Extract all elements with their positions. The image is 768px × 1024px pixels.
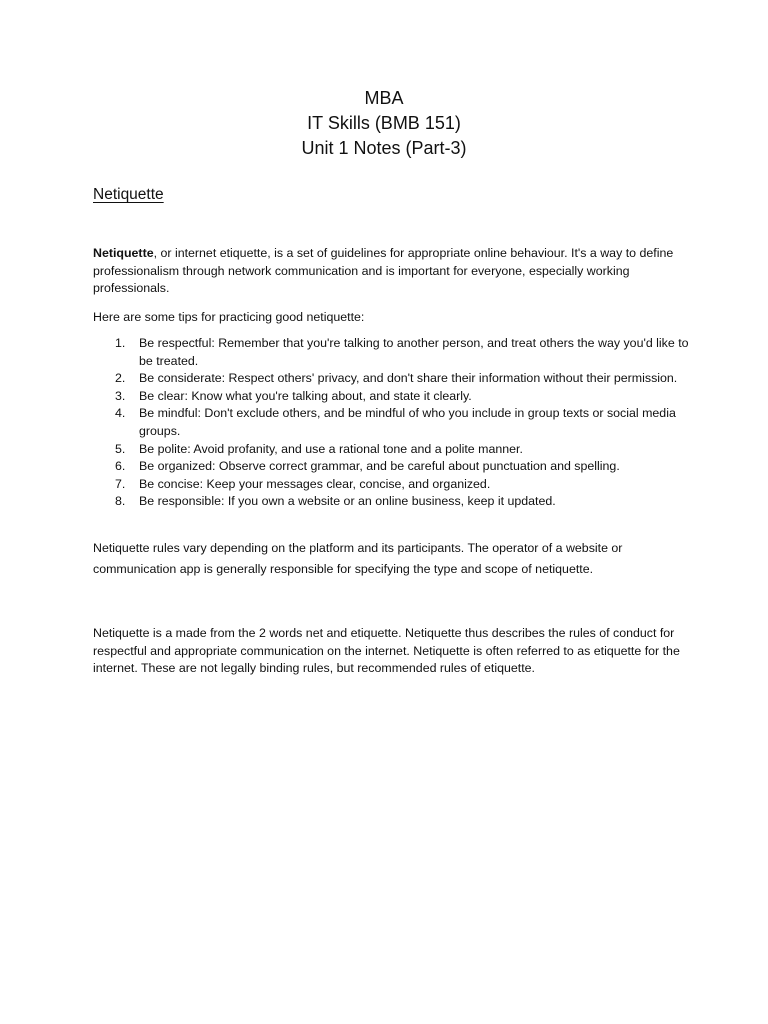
list-item-text: Be clear: Know what you're talking about, and state it clearly.	[139, 388, 472, 403]
list-item-text: Be responsible: If you own a website or an online business, keep it updated.	[139, 494, 556, 509]
tips-list	[93, 335, 689, 511]
list-item	[93, 458, 689, 476]
course-title: IT Skills (BMB 151)	[307, 113, 461, 133]
document-header	[0, 86, 768, 161]
rules-paragraph: Netiquette rules vary depending on the platform and its participants. The operator of a website or communication app is generally responsible for specifying the type and scope of netiquette.	[93, 541, 623, 576]
intro-term: Netiquette	[93, 246, 154, 260]
list-item-text: Be concise: Keep your messages clear, concise, and organized.	[139, 476, 491, 491]
list-item	[93, 493, 689, 511]
list-item-number: 5.	[115, 441, 126, 456]
list-item	[93, 405, 689, 440]
list-item-text: Be polite: Avoid profanity, and use a rational tone and a polite manner.	[139, 441, 523, 456]
list-item-number: 8.	[115, 494, 126, 509]
list-item	[93, 335, 689, 370]
list-item-text: Be respectful: Remember that you're talking to another person, and treat others the way you'd like to be treated.	[139, 336, 689, 368]
list-item-number: 2.	[115, 371, 126, 386]
list-item-number: 7.	[115, 476, 126, 491]
list-item-number: 1.	[115, 336, 126, 350]
list-item-number: 6.	[115, 459, 126, 474]
intro-paragraph	[93, 245, 689, 298]
list-item	[93, 441, 689, 459]
unit-title: Unit 1 Notes (Part-3)	[301, 138, 467, 158]
list-item-text: Be organized: Observe correct grammar, and be careful about punctuation and spelling.	[139, 459, 620, 474]
list-item-number: 3.	[115, 388, 126, 403]
origin-paragraph: Netiquette is a made from the 2 words net and etiquette. Netiquette thus describes the rules of conduct for respectful and appropriate communication on the internet. Netiquette is often referred to as etiquette for the internet. These are not legally binding rules, but recommended rules of etiquette.	[93, 626, 680, 676]
list-item	[93, 476, 689, 494]
list-item-text: Be mindful: Don't exclude others, and be mindful of who you include in group texts or social media groups.	[139, 406, 676, 438]
list-item-number: 4.	[115, 406, 126, 421]
program-title: MBA	[364, 88, 404, 108]
tips-intro: Here are some tips for practicing good netiquette:	[93, 310, 365, 324]
list-item	[93, 370, 689, 388]
list-item-text: Be considerate: Respect others' privacy, and don't share their information without their permission.	[139, 371, 678, 386]
list-item	[93, 388, 689, 406]
section-heading: Netiquette	[93, 186, 164, 203]
intro-text: , or internet etiquette, is a set of guidelines for appropriate online behaviour. It's a way to define professionalism through network communication and is important for everyone, especially working professionals.	[93, 246, 674, 296]
